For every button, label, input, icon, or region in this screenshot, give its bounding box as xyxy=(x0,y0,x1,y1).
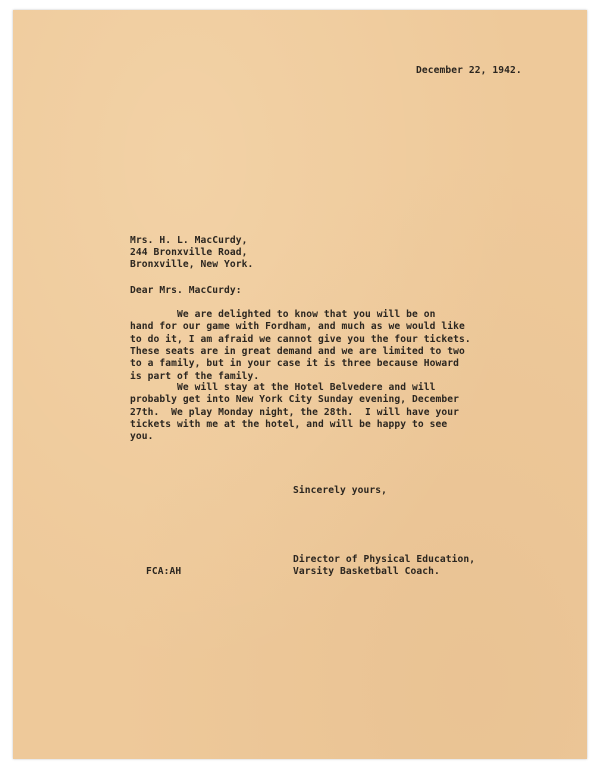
letter-date: December 22, 1942. xyxy=(416,65,522,76)
salutation: Dear Mrs. MacCurdy: xyxy=(130,285,242,296)
recipient-address xyxy=(130,235,330,275)
paragraph-line: tickets with me at the hotel, and will be happy to see xyxy=(130,418,448,430)
paragraph-line: hand for our game with Fordham, and much as we would like xyxy=(130,321,465,333)
paragraph-line: 27th. We play Monday night, the 28th. I will have your xyxy=(130,406,460,418)
closing: Sincerely yours, xyxy=(293,485,388,496)
signature-title-line: Director of Physical Education, xyxy=(293,554,476,565)
recipient-street: 244 Bronxville Road, xyxy=(130,247,248,258)
body-paragraph-2 xyxy=(130,382,510,447)
letter-page xyxy=(13,10,587,759)
signature-title-line: Varsity Basketball Coach. xyxy=(293,566,440,577)
paragraph-line: These seats are in great demand and we are limited to two xyxy=(130,345,465,357)
paragraph-line: to a family, but in your case it is three because Howard xyxy=(130,358,460,370)
paragraph-line: is part of the family. xyxy=(130,370,260,382)
paragraph-line: to do it, I am afraid we cannot give you the four tickets. xyxy=(130,333,471,345)
recipient-city: Bronxville, New York. xyxy=(130,259,254,270)
body-paragraph-1 xyxy=(130,309,510,384)
signature-title xyxy=(293,554,493,582)
paragraph-line: We will stay at the Hotel Belvedere and will xyxy=(130,382,436,393)
paragraph-line: you. xyxy=(130,431,154,443)
paragraph-line: We are delighted to know that you will be on xyxy=(130,309,436,320)
paragraph-line: probably get into New York City Sunday evening, December xyxy=(130,394,460,406)
typist-initials: FCA:AH xyxy=(146,566,182,577)
recipient-name: Mrs. H. L. MacCurdy, xyxy=(130,235,248,246)
